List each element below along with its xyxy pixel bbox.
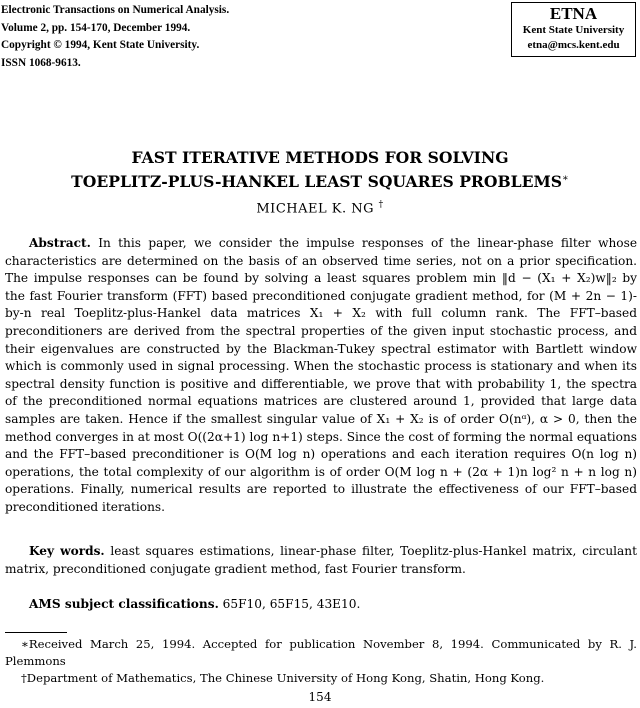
page-number: 154 bbox=[308, 690, 332, 704]
journal-name: Electronic Transactions on Numerical Analysis. bbox=[1, 4, 230, 16]
abstract-line: operations. Finally, numerical results are reported to illustrate the effectiveness of our FFT–based bbox=[5, 482, 637, 497]
abstract-line: method converges in at most O((2α+1) log n+1) steps. Since the cost of forming the normal equations bbox=[5, 429, 637, 444]
abstract-line: The impulse responses can be found by solving a least squares problem min ‖d − (X₁ + X₂)w‖₂ by bbox=[5, 271, 637, 286]
ams-label: AMS subject classifications. bbox=[29, 597, 219, 611]
author-line bbox=[0, 200, 640, 216]
title-line-2: TOEPLITZ-PLUS-HANKEL LEAST SQUARES PROBLEMS bbox=[71, 172, 563, 192]
author-name: MICHAEL K. NG bbox=[256, 201, 374, 217]
abstract-line: samples are taken. Hence if the smallest singular value of X₁ + X₂ is of order O(nᵅ), α > 0, then the bbox=[5, 411, 637, 426]
abstract-line: preconditioned iterations. bbox=[5, 499, 166, 514]
footnote-received: ∗Received March 25, 1994. Accepted for publication November 8, 1994. Communicated by R. J. Plemmons bbox=[5, 637, 637, 668]
copyright-notice: Copyright © 1994, Kent State University. bbox=[1, 39, 200, 52]
etna-university: Kent State University bbox=[522, 24, 625, 36]
paper-title bbox=[0, 147, 640, 192]
abstract-line: preconditioners are derived from the spectral properties of the given input stochastic process, and bbox=[5, 323, 637, 338]
etna-box bbox=[511, 2, 636, 57]
keywords-text-continued: matrix, preconditioned conjugate gradient method, fast Fourier transform. bbox=[5, 561, 466, 576]
author-footnote-mark: † bbox=[378, 200, 384, 210]
abstract-line: by-n real Toeplitz-plus-Hankel data matrices X₁ + X₂ with full column rank. The FFT–based bbox=[5, 306, 637, 321]
abstract-label: Abstract. bbox=[29, 236, 91, 250]
footnote-affiliation: †Department of Mathematics, The Chinese University of Hong Kong, Shatin, Hong Kong. bbox=[21, 671, 545, 685]
abstract-line: characteristics are determined on the basis of an observed time series, not on a prior specification. bbox=[5, 253, 637, 268]
keywords-text: least squares estimations, linear-phase filter, Toeplitz-plus-Hankel matrix, circulant bbox=[110, 544, 637, 558]
keywords bbox=[5, 543, 637, 578]
title-footnote-mark: ∗ bbox=[562, 173, 569, 184]
journal-volume: Volume 2, pp. 154-170, December 1994. bbox=[1, 21, 191, 34]
keywords-label: Key words. bbox=[29, 544, 105, 558]
etna-title: ETNA bbox=[549, 4, 598, 23]
abstract-line: which is commonly used in signal processing. When the stochastic process is stationary and when its bbox=[5, 359, 637, 374]
abstract bbox=[5, 235, 637, 517]
abstract-line: of the preconditioned normal equations matrices are clustered around 1, provided that large data bbox=[5, 394, 637, 409]
abstract-line: the fast Fourier transform (FFT) based preconditioned conjugate gradient method, for (M + 2n − 1)- bbox=[5, 288, 637, 303]
abstract-line: spectral density function is positive and differentiable, we prove that with probability 1, the spectra bbox=[5, 376, 637, 391]
abstract-line: operations, the total complexity of our algorithm is of order O(M log n + (2α + 1)n log² n + n log n) bbox=[5, 464, 637, 479]
issn: ISSN 1068-9613. bbox=[1, 56, 81, 69]
abstract-line: Abstract. In this paper, we consider the impulse responses of the linear-phase filter whose bbox=[29, 236, 638, 250]
footnote-rule bbox=[5, 632, 67, 633]
journal-header bbox=[1, 2, 229, 72]
abstract-line: their eigenvalues are constructed by the Blackman-Tukey spectral estimator with Bartlett window bbox=[5, 341, 637, 356]
abstract-line: and the FFT–based preconditioner is O(M log n) operations and each iteration requires O(n log n) bbox=[5, 447, 637, 462]
title-line-1: FAST ITERATIVE METHODS FOR SOLVING bbox=[131, 148, 509, 167]
ams-codes: 65F10, 65F15, 43E10. bbox=[222, 597, 361, 611]
etna-email: etna@mcs.kent.edu bbox=[527, 39, 620, 51]
ams-classifications bbox=[5, 596, 637, 614]
